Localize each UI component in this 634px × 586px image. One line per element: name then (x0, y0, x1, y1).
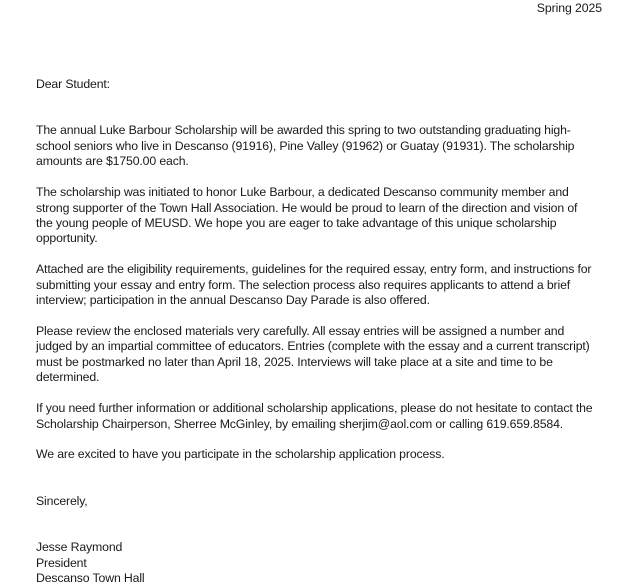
salutation: Dear Student: (36, 77, 110, 91)
paragraph-scholarship-history: The scholarship was initiated to honor Luke Barbour, a dedicated Descanso community member and strong supporter of the Town Hall Association. He would be proud to learn of the direction and vision of the young people of MEUSD. We hope you are eager to take advantage of this unique scholarship opportunity. (36, 185, 578, 246)
letter-date: Spring 2025 (536, 1, 602, 15)
signature-block (36, 540, 596, 586)
signer-name: Jesse Raymond (36, 540, 123, 555)
signer-title: President (36, 555, 87, 570)
closing: Sincerely, (36, 493, 88, 508)
paragraph-invitation: We are excited to have you participate in the scholarship application process. (36, 447, 445, 462)
signer-organization: Descanso Town Hall (36, 571, 145, 586)
paragraph-scholarship-announcement: The annual Luke Barbour Scholarship will be awarded this spring to two outstanding graduating high-school seniors who live in Descanso (91916), Pine Valley (91962) or Guatay (91931). The scholarship amounts are $1750.00 each. (36, 123, 575, 169)
letter-body (36, 77, 596, 586)
paragraph-contact-info: If you need further information or additional scholarship applications, please do not hesitate to contact the Scholarship Chairperson, Sherree McGinley, by emailing sherjim@aol.com or calling 619.659.8584. (36, 401, 593, 431)
paragraph-review-instructions: Please review the enclosed materials very carefully. All essay entries will be assigned a number and judged by an impartial committee of educators. Entries (complete with the essay and a current transcript) must be postmarked no later than April 18, 2025. Interviews will take place at a site and time to be determined. (36, 323, 590, 385)
paragraph-attachments: Attached are the eligibility requirements, guidelines for the required essay, entry form, and instructions for submitting your essay and entry form. The selection process also requires applicants to attend a brief interview; participation in the annual Descanso Day Parade is also offered. (36, 262, 592, 308)
